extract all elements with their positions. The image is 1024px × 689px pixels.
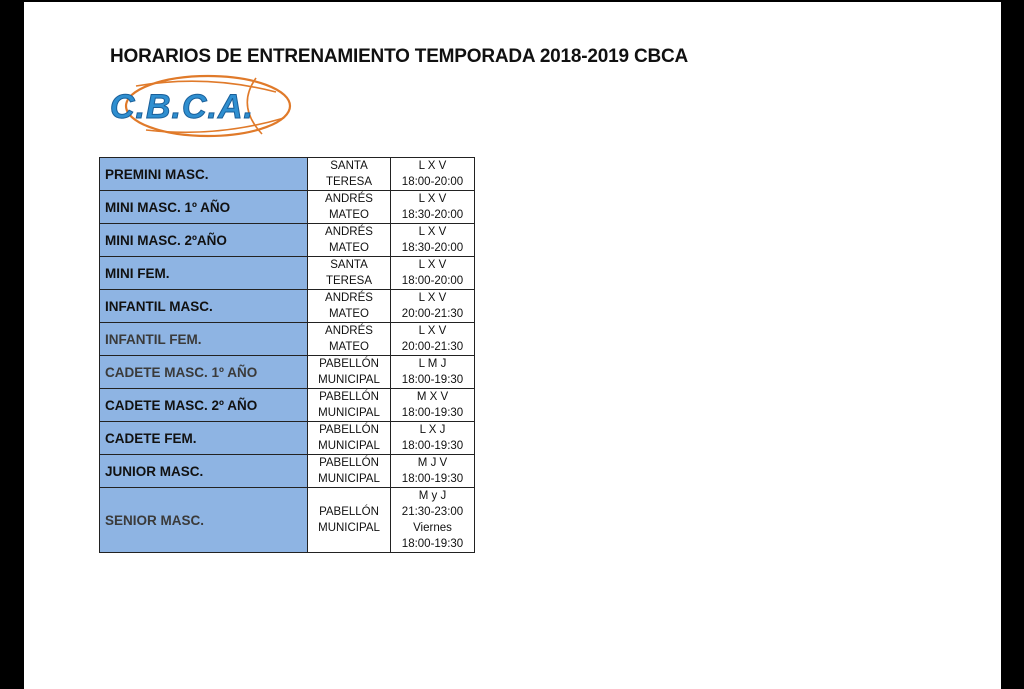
venue-cell <box>308 323 391 356</box>
table-row <box>100 488 475 553</box>
venue-line: PABELLÓN <box>319 391 379 403</box>
team-cell: SENIOR MASC. <box>100 488 308 553</box>
table-row <box>100 455 475 488</box>
venue-cell <box>308 488 391 553</box>
days-time-cell <box>391 356 475 389</box>
days-time-line: L X V <box>418 325 447 337</box>
venue-line: MATEO <box>328 209 370 221</box>
venue-line: ANDRÉS <box>325 292 373 304</box>
venue-line: MUNICIPAL <box>318 374 380 386</box>
venue-cell <box>308 224 391 257</box>
days-time-line: L X V <box>418 226 447 238</box>
days-time-cell <box>391 323 475 356</box>
table-row <box>100 191 475 224</box>
days-time-cell <box>391 158 475 191</box>
days-time-line: L X V <box>418 193 447 205</box>
days-time-line: 20:00-21:30 <box>401 308 464 320</box>
table-row <box>100 158 475 191</box>
venue-cell <box>308 290 391 323</box>
team-cell: JUNIOR MASC. <box>100 455 308 488</box>
team-cell: MINI FEM. <box>100 257 308 290</box>
team-cell: INFANTIL FEM. <box>100 323 308 356</box>
venue-cell <box>308 257 391 290</box>
days-time-line: M X V <box>416 391 449 403</box>
venue-cell <box>308 158 391 191</box>
table-row <box>100 224 475 257</box>
days-time-cell <box>391 389 475 422</box>
days-time-line: 18:00-19:30 <box>401 473 464 485</box>
team-cell: CADETE FEM. <box>100 422 308 455</box>
table-row <box>100 422 475 455</box>
days-time-line: Viernes <box>413 522 452 534</box>
team-cell: MINI MASC. 2ºAÑO <box>100 224 308 257</box>
venue-line: MUNICIPAL <box>318 440 380 452</box>
venue-line: MUNICIPAL <box>318 407 380 419</box>
venue-line: TERESA <box>325 275 372 287</box>
days-time-cell <box>391 455 475 488</box>
venue-line: TERESA <box>325 176 372 188</box>
days-time-line: L X J <box>419 424 446 436</box>
days-time-cell <box>391 224 475 257</box>
days-time-cell <box>391 422 475 455</box>
team-cell: CADETE MASC. 1º AÑO <box>100 356 308 389</box>
venue-line: MUNICIPAL <box>318 473 380 485</box>
venue-cell <box>308 422 391 455</box>
days-time-cell <box>391 488 475 553</box>
days-time-line: 18:30-20:00 <box>401 242 464 254</box>
team-cell: MINI MASC. 1º AÑO <box>100 191 308 224</box>
days-time-line: 18:00-20:00 <box>401 176 464 188</box>
venue-cell <box>308 191 391 224</box>
venue-line: MUNICIPAL <box>318 522 380 534</box>
days-time-line: 21:30-23:00 <box>401 506 464 518</box>
team-cell: CADETE MASC. 2º AÑO <box>100 389 308 422</box>
logo-text: C.B.C.A. <box>110 88 254 126</box>
venue-line: PABELLÓN <box>319 506 379 518</box>
venue-line: MATEO <box>328 308 370 320</box>
team-cell: PREMINI MASC. <box>100 158 308 191</box>
venue-line: MATEO <box>328 242 370 254</box>
days-time-line: M J V <box>417 457 448 469</box>
document-page <box>24 2 1001 689</box>
days-time-line: L X V <box>418 292 447 304</box>
venue-cell <box>308 356 391 389</box>
days-time-line: L X V <box>418 259 447 271</box>
venue-line: ANDRÉS <box>325 226 373 238</box>
table-row <box>100 356 475 389</box>
days-time-line: 18:00-19:30 <box>401 538 464 550</box>
days-time-line: 20:00-21:30 <box>401 341 464 353</box>
venue-line: ANDRÉS <box>325 193 373 205</box>
days-time-line: M y J <box>418 490 447 502</box>
days-time-line: L M J <box>418 358 447 370</box>
days-time-line: 18:00-19:30 <box>401 407 464 419</box>
training-schedule-table <box>99 157 475 553</box>
days-time-cell <box>391 257 475 290</box>
table-row <box>100 290 475 323</box>
venue-line: PABELLÓN <box>319 457 379 469</box>
venue-line: SANTA <box>330 259 368 271</box>
page-title: HORARIOS DE ENTRENAMIENTO TEMPORADA 2018-2019 CBCA <box>110 46 689 67</box>
table-row <box>100 389 475 422</box>
venue-line: SANTA <box>330 160 368 172</box>
venue-line: MATEO <box>328 341 370 353</box>
venue-cell <box>308 455 391 488</box>
venue-line: PABELLÓN <box>319 424 379 436</box>
cbca-logo <box>106 72 306 138</box>
days-time-cell <box>391 191 475 224</box>
days-time-line: L X V <box>418 160 447 172</box>
table-row <box>100 257 475 290</box>
venue-line: ANDRÉS <box>325 325 373 337</box>
team-cell: INFANTIL MASC. <box>100 290 308 323</box>
days-time-cell <box>391 290 475 323</box>
table-row <box>100 323 475 356</box>
days-time-line: 18:00-19:30 <box>401 440 464 452</box>
days-time-line: 18:00-20:00 <box>401 275 464 287</box>
venue-line: PABELLÓN <box>319 358 379 370</box>
venue-cell <box>308 389 391 422</box>
days-time-line: 18:00-19:30 <box>401 374 464 386</box>
days-time-line: 18:30-20:00 <box>401 209 464 221</box>
